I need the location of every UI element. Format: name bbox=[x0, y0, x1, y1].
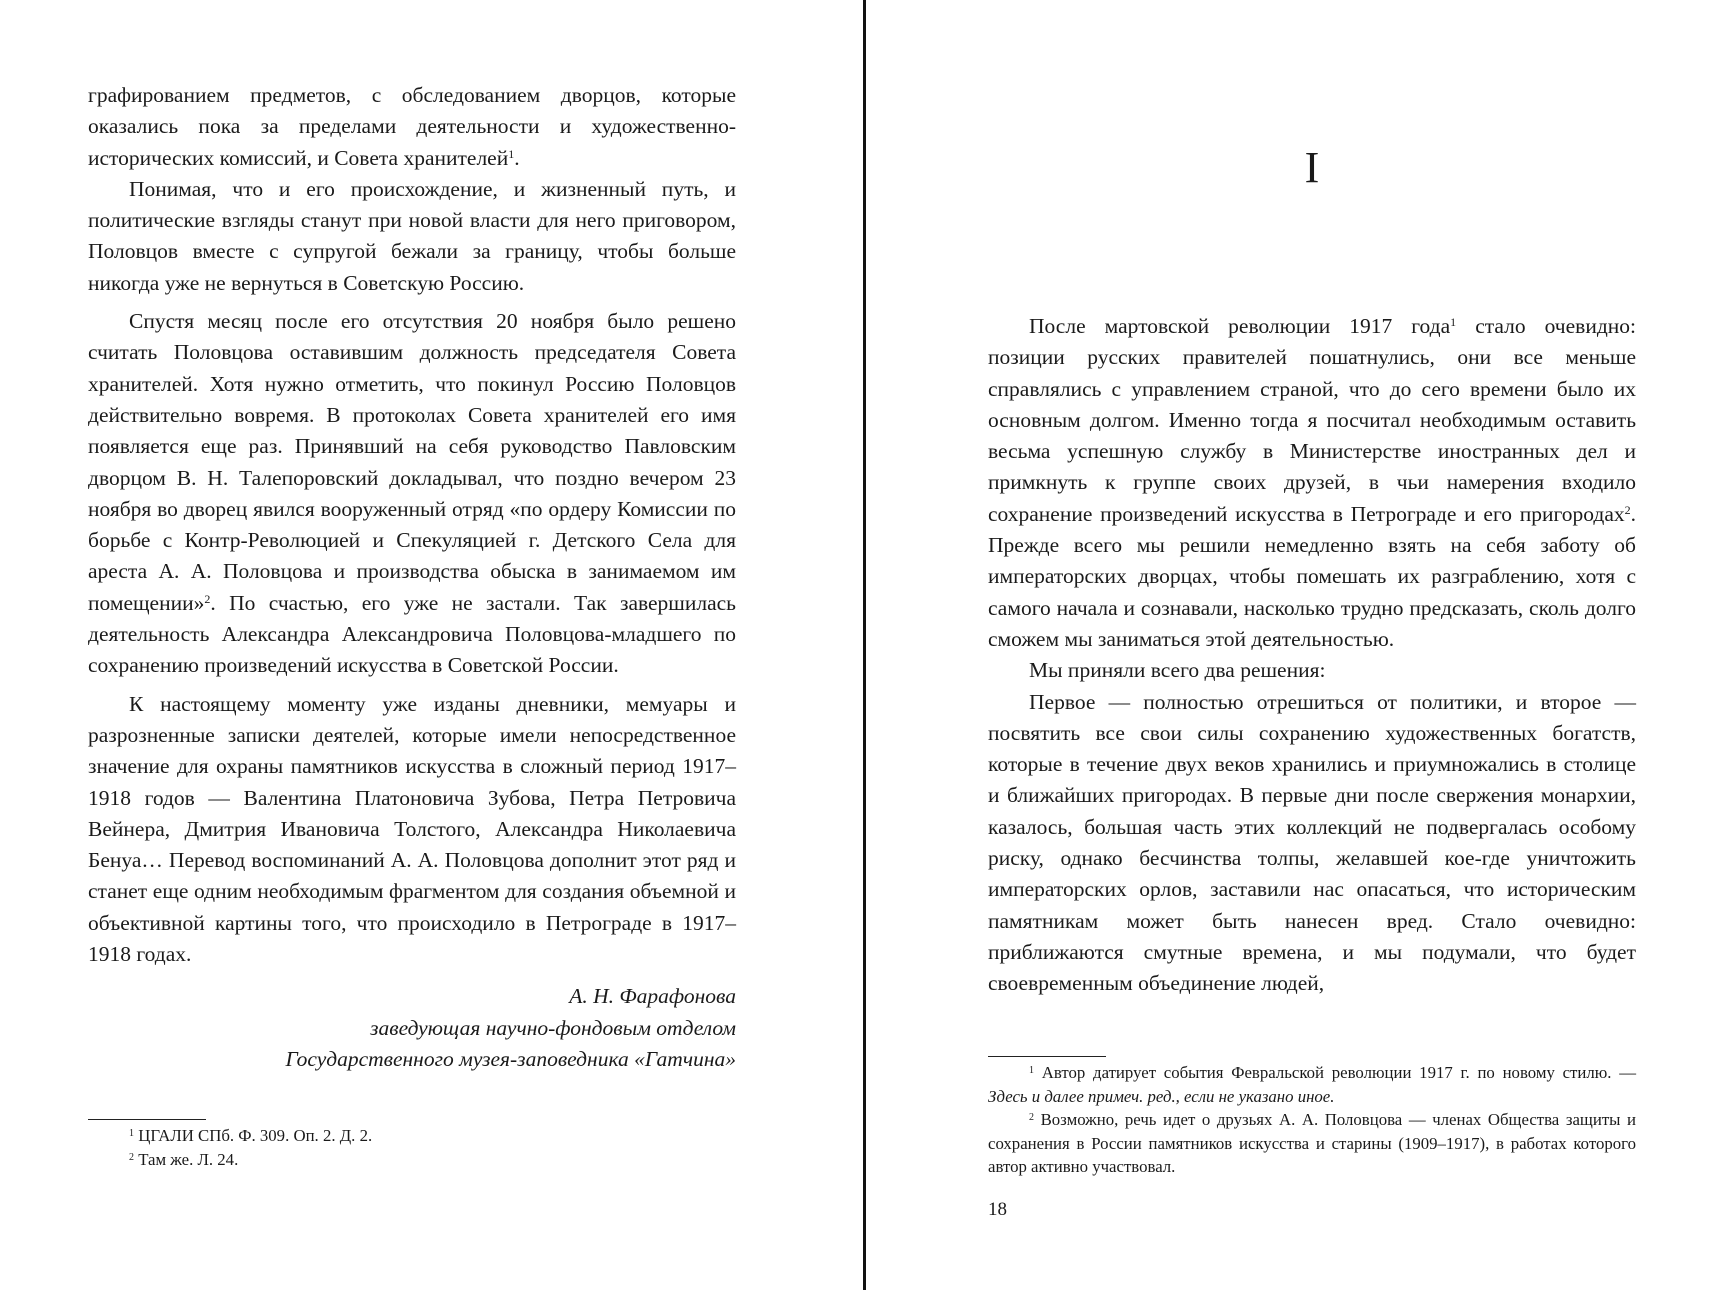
signature-block bbox=[88, 981, 736, 1075]
left-footnotes bbox=[88, 1124, 736, 1171]
left-page bbox=[88, 0, 736, 1290]
left-page-body bbox=[88, 80, 736, 1075]
paragraph: Понимая, что и его происхождение, и жизненный путь, и политические взгляды станут при новой власти для него приговором, Половцов вместе с супругой бежали за границу, чтобы больше никогда уже не вернуться в Советскую Россию. bbox=[88, 176, 736, 295]
right-page-body bbox=[988, 311, 1636, 1000]
paragraph: После мартовской революции 1917 года$^1$ стало очевидно: позиции русских правителей пошатнулись, они все меньше справлялись с управлением страной, что до сего времени было их основным долгом. Именно тогда я посчитал необходимым оставить весьма успешную службу в Министерстве иностранных дел и примкнуть к группе своих друзей, в чьи намерения входило сохранение произведений искусства в Петрограде и его пригородах$^2$. Прежде всего мы решили немедленно взять на себя заботу об императорских дворцах, чтобы помешать их разграблению, хотя с самого начала и сознавали, насколько трудно предсказать, сколь долго сможем мы заниматься этой деятельностью. bbox=[988, 314, 1636, 651]
page-number: 18 bbox=[988, 1199, 1007, 1220]
right-page bbox=[988, 0, 1636, 1290]
signature-institution: Государственного музея-заповедника «Гатчина» bbox=[285, 1046, 736, 1071]
footnote-ref[interactable]: 1 bbox=[1450, 315, 1457, 329]
chapter-number: I bbox=[1304, 143, 1320, 192]
footnote-ref[interactable]: 2 bbox=[1624, 502, 1631, 517]
footnote-divider bbox=[88, 1119, 206, 1120]
paragraph: Первое — полностью отрешиться от политики, и второе — посвятить все свои силы сохранению художественных богатств, которые в течение двух веков хранились и приумножались в столице и ближайших пригородах. В первые дни после свержения монархии, казалось, большая часть этих коллекций не подвергалась особому риску, однако бесчинства толпы, желавшей кое-где уничтожить императорских орлов, заставили нас опасаться, что историческим памятникам может быть нанесен вред. Стало очевидно: приближаются смутные времена, и мы подумали, что будет своевременным объединение людей, bbox=[988, 689, 1636, 996]
footnote: $^1$ ЦГАЛИ СПб. Ф. 309. Оп. 2. Д. 2. bbox=[129, 1126, 373, 1145]
footnote-ref[interactable]: 1 bbox=[508, 146, 515, 161]
signature-name: А. Н. Фарафонова bbox=[569, 984, 736, 1009]
continuation-paragraph: графированием предметов, с обследованием дворцов, которые оказались пока за пределами деятельности и художественно-исторических комиссий, и Совета хранителей$^1$. bbox=[88, 83, 736, 170]
page-gutter bbox=[863, 0, 866, 1290]
signature-position: заведующая научно-фондовым отделом bbox=[370, 1015, 736, 1040]
right-footnotes bbox=[988, 1061, 1636, 1179]
paragraph: Спустя месяц после его отсутствия 20 ноября было решено считать Половцова оставившим должность председателя Совета хранителей. Хотя нужно отметить, что покинул Россию Половцов действительно вовремя. В протоколах Совета хранителей его имя появляется еще раз. Принявший на себя руководство Павловским дворцом В. Н. Талепоровский докладывал, что поздно вечером 23 ноября во дворец явился вооруженный отряд «по ордеру Комиссии по борьбе с Контр-Революцией и Спекуляцией г. Детского Села для ареста А. А. Половцова и производства обыска в занимаемом им помещении»$^2$. По счастью, его уже не застали. Так завершилась деятельность Александра Александровича Половцова-младшего по сохранению произведений искусства в Советской России. bbox=[88, 309, 736, 678]
footnote: $^2$ Возможно, речь идет о друзьях А. А. Половцова — членах Общества защиты и сохранения в России памятников искусства и старины (1909–1917), в работах которого автор активно участвовал. bbox=[988, 1110, 1636, 1176]
footnote: $^1$ Автор датирует события Февральской революции 1917 г. по новому стилю. — Здесь и далее примеч. ред., если не указано иное. bbox=[988, 1063, 1636, 1106]
footnote-divider bbox=[988, 1056, 1106, 1057]
footnote-ref[interactable]: 2 bbox=[204, 591, 211, 606]
footnote: $^2$ Там же. Л. 24. bbox=[129, 1149, 239, 1169]
paragraph: К настоящему моменту уже изданы дневники, мемуары и разрозненные записки деятелей, которые имели непосредственное значение для охраны памятников искусства в сложный период 1917–1918 годов — Валентина Платоновича Зубова, Петра Петровича Вейнера, Дмитрия Ивановича Толстого, Александра Николаевича Бенуа… Перевод воспоминаний А. А. Половцова дополнит этот ряд и станет еще одним необходимым фрагментом для создания объемной и объективной картины того, что происходило в Петрограде в 1917–1918 годах. bbox=[88, 691, 736, 967]
paragraph: Мы приняли всего два решения: bbox=[1029, 658, 1326, 683]
